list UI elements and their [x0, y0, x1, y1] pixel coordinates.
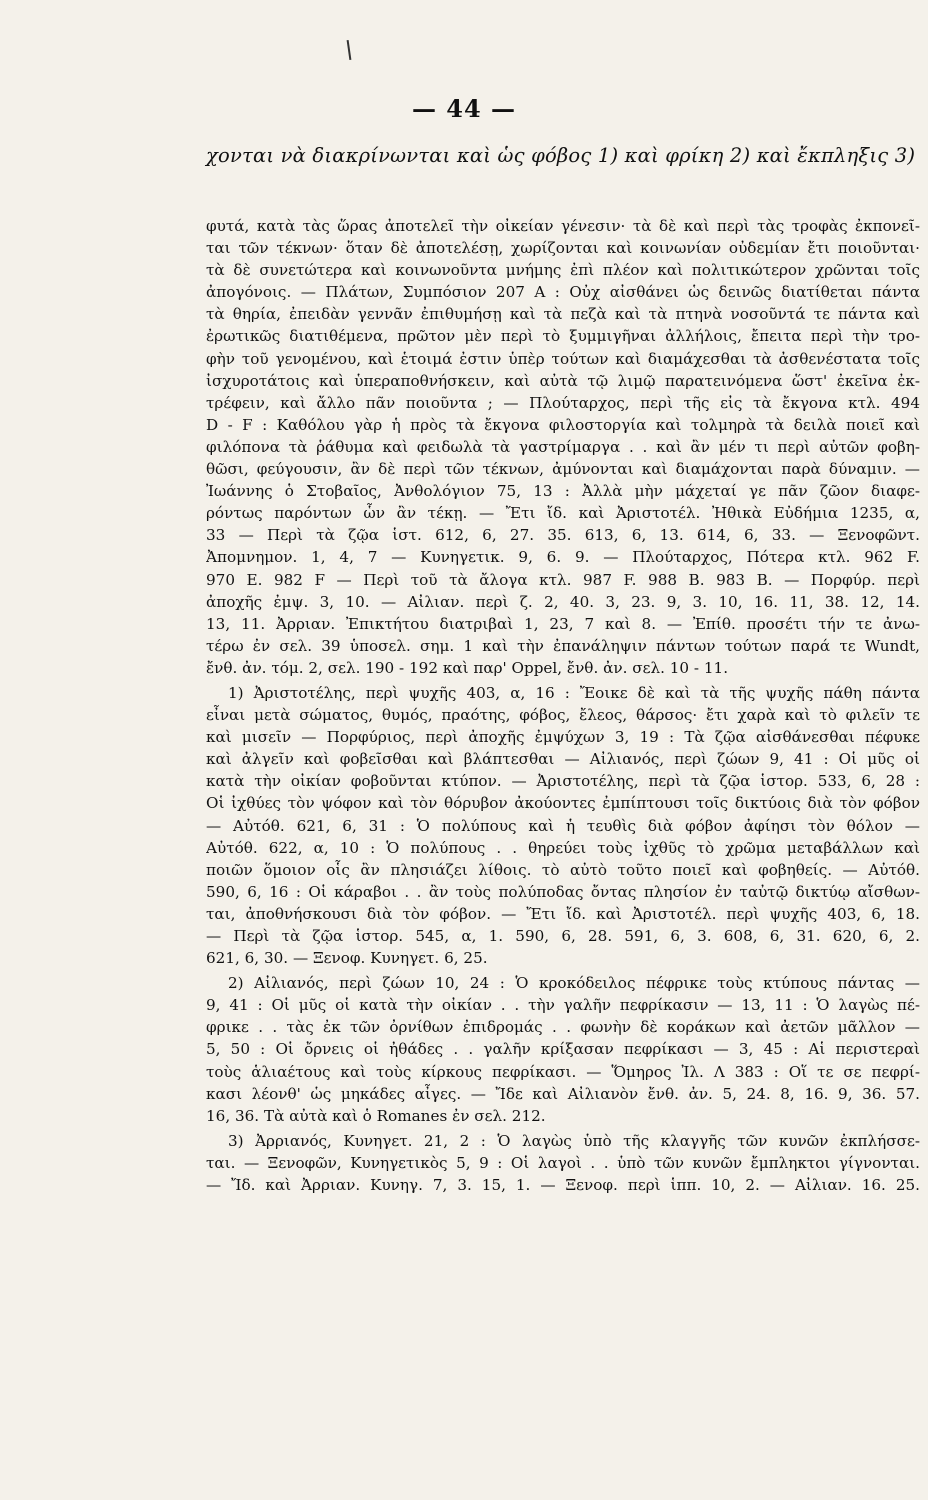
text-line: φρικε . . τὰς ἐκ τῶν ὀρνίθων ἐπιδρομάς . . φωνὴν δὲ κοράκων καὶ ἀετῶν μᾶλλον — [206, 1018, 920, 1037]
text-line: κατὰ τὴν οἰκίαν φοβοῦνται κτύπον. — Ἀριστοτέλης, περὶ τὰ ζῷα ἱστορ. 533, 6, 28 : [206, 772, 920, 791]
text-line: 13, 11. Ἀρριαν. Ἐπικτήτου διατριβαὶ 1, 23, 7 καὶ 8. — Ἐπίθ. προσέτι τήν τε ἀνω- [206, 614, 920, 633]
text-line: 1) Ἀριστοτέλης, περὶ ψυχῆς 403, α, 16 : Ἔοικε δὲ καὶ τὰ τῆς ψυχῆς πάθη πάντα [228, 683, 920, 702]
text-line: 970 E. 982 F — Περὶ τοῦ τὰ ἄλογα κτλ. 987 F. 988 B. 983 B. — Πορφύρ. περὶ [206, 570, 920, 589]
footnote-3 [206, 1130, 920, 1196]
text-line: Ἰωάννης ὁ Στοβαῖος, Ἀνθολόγιον 75, 13 : Ἀλλὰ μὴν μάχεταί γε πᾶν ζῶον διαφε- [206, 482, 920, 501]
main-text-continuation: χονται νὰ διακρίνωνται καὶ ὡς φόβος 1) καὶ φρίκη 2) καὶ ἔκπληξις 3) [206, 144, 916, 167]
text-line: ται. — Ξενοφῶν, Κυνηγετικὸς 5, 9 : Οἱ λαγοὶ . . ὑπὸ τῶν κυνῶν ἔμπληκτοι γίγνονται. [206, 1153, 920, 1172]
text-line: 5, 50 : Οἱ ὄρνεις οἱ ἠθάδες . . γαλῆν κρίξασαν πεφρίκασι — 3, 45 : Αἱ περιστεραὶ [206, 1040, 920, 1059]
text-line: ται, ἀποθνήσκουσι διὰ τὸν φόβον. — Ἔτι ἴδ. καὶ Ἀριστοτέλ. περὶ ψυχῆς 403, 6, 18. [206, 904, 920, 923]
text-line: ἀποχῆς ἐμψ. 3, 10. — Αἰλιαν. περὶ ζ. 2, 40. 3, 23. 9, 3. 10, 16. 11, 38. 12, 14. [206, 592, 920, 611]
text-line: καὶ μισεῖν — Πορφύριος, περὶ ἀποχῆς ἐμψύχων 3, 19 : Τὰ ζῷα αἰσθάνεσθαι πέφυκε [206, 728, 920, 747]
text-line: εἶναι μετὰ σώματος, θυμός, πραότης, φόβος, ἔλεος, θάρσος· ἔτι χαρὰ καὶ τὸ φιλεῖν τε [206, 706, 920, 725]
text-line: τέρω ἐν σελ. 39 ὑποσελ. σημ. 1 καὶ τὴν ἐπανάληψιν πάντων τούτων παρά τε Wundt, [206, 636, 920, 655]
text-line: τρέφειν, καὶ ἄλλο πᾶν ποιοῦντα ; — Πλούταρχος, περὶ τῆς εἰς τὰ ἔκγονα κτλ. 494 [206, 393, 920, 412]
ink-mark [347, 40, 352, 60]
text-line: ἐρωτικῶς διατιθέμενα, πρῶτον μὲν περὶ τὸ ξυμμιγῆναι ἀλλήλοις, ἔπειτα περὶ τὴν τρο- [206, 327, 920, 346]
text-line: ἔνθ. ἀν. τόμ. 2, σελ. 190 - 192 καὶ παρ' Oppel, ἔνθ. ἀν. σελ. 10 - 11. [206, 658, 729, 677]
text-line: — Ἴδ. καὶ Ἀρριαν. Κυνηγ. 7, 3. 15, 1. — Ξενοφ. περὶ ἱππ. 10, 2. — Αἰλιαν. 16. 25. [206, 1176, 920, 1195]
text-line: θῶσι, φεύγουσιν, ἂν δὲ περὶ τῶν τέκνων, ἀμύνονται καὶ διαμάχονται παρὰ δύναμιν. — [206, 460, 920, 479]
text-line: 9, 41 : Οἱ μῦς οἱ κατὰ τὴν οἰκίαν . . τὴν γαλῆν πεφρίκασιν — 13, 11 : Ὁ λαγὼς πέ- [206, 996, 920, 1015]
text-line: Οἱ ἰχθύες τὸν ψόφον καὶ τὸν θόρυβον ἀκούοντες ἐμπίπτουσι τοῖς δικτύοις διὰ τὸν φόβον [206, 794, 920, 813]
text-line: 621, 6, 30. — Ξενοφ. Κυνηγετ. 6, 25. [206, 949, 488, 968]
text-line: 16, 36. Τὰ αὐτὰ καὶ ὁ Romanes ἐν σελ. 212. [206, 1106, 546, 1125]
text-line: τοὺς ἁλιαέτους καὶ τοὺς κίρκους πεφρίκασι. — Ὅμηρος Ἰλ. Λ 383 : Οἵ τε σε πεφρί- [206, 1062, 920, 1081]
footnote-intro [206, 215, 920, 679]
page-number: — 44 — [411, 94, 517, 123]
text-line: φιλόπονα τὰ ῥάθυμα καὶ φειδωλὰ τὰ γαστρίμαργα . . καὶ ἂν μέν τι περὶ αὐτῶν φοβη- [206, 437, 920, 456]
text-line: ποιῶν ὅμοιον οἷς ἂν πλησιάζει λίθοις. τὸ αὐτὸ τοῦτο ποιεῖ καὶ φοβηθείς. — Αὐτόθ. [206, 860, 920, 879]
text-line: καὶ ἀλγεῖν καὶ φοβεῖσθαι καὶ βλάπτεσθαι — Αἰλιανός, περὶ ζώων 9, 41 : Οἱ μῦς οἱ [206, 750, 920, 769]
text-line: φὴν τοῦ γενομένου, καὶ ἑτοιμά ἐστιν ὑπὲρ τούτων καὶ διαμάχεσθαι τὰ ἀσθενέστατα τοῖς [206, 349, 920, 368]
text-line: τὰ θηρία, ἐπειδὰν γεννᾶν ἐπιθυμήσῃ καὶ τὰ πεζὰ καὶ τὰ πτηνὰ νοσοῦντά τε πάντα καὶ [206, 305, 920, 324]
text-line: — Περὶ τὰ ζῷα ἱστορ. 545, α, 1. 590, 6, 28. 591, 6, 3. 608, 6, 31. 620, 6, 2. [206, 927, 920, 945]
text-line: τὰ δὲ συνετώτερα καὶ κοινωνοῦντα μνήμης ἐπὶ πλέον καὶ πολιτικώτερον χρῶνται τοῖς [206, 261, 920, 280]
text-line: — Αὐτόθ. 621, 6, 31 : Ὁ πολύπους καὶ ἡ τευθὶς διὰ φόβον ἀφίησι τὸν θόλον — [206, 816, 920, 835]
text-line: D - F : Καθόλου γὰρ ἡ πρὸς τὰ ἔκγονα φιλοστοργία καὶ τολμηρὰ τὰ δειλὰ ποιεῖ καὶ [206, 415, 920, 434]
text-line: 590, 6, 16 : Οἱ κάραβοι . . ἂν τοὺς πολύποδας ὄντας πλησίον ἐν ταὐτῷ δικτύῳ αἴσθων- [206, 882, 920, 901]
footnote-1 [206, 682, 920, 969]
text-line: Ἀπομνημον. 1, 4, 7 — Κυνηγετικ. 9, 6. 9. — Πλούταρχος, Πότερα κτλ. 962 F. [206, 548, 920, 567]
text-line: ρόντως παρόντων ὧν ἂν τέκῃ. — Ἔτι ἴδ. καὶ Ἀριστοτέλ. Ἠθικὰ Εὐδήμια 1235, α, [206, 504, 920, 523]
text-line: 2) Αἰλιανός, περὶ ζώων 10, 24 : Ὁ κροκόδειλος πέφρικε τοὺς κτύπους πάντας — [228, 974, 920, 993]
text-line: κασι λέονθ' ὡς μηκάδες αἶγες. — Ἴδε καὶ Αἰλιανὸν ἔνθ. ἀν. 5, 24. 8, 16. 9, 36. 57. [206, 1084, 920, 1103]
text-line: φυτά, κατὰ τὰς ὥρας ἀποτελεῖ τὴν οἰκείαν γένεσιν· τὰ δὲ καὶ περὶ τὰς τροφὰς ἐκπονεῖ- [206, 217, 920, 235]
text-line: ἰσχυροτάτοις καὶ ὑπεραποθνήσκειν, καὶ αὐτὰ τῷ λιμῷ παρατεινόμενα ὥστ' ἐκεῖνα ἐκ- [206, 371, 920, 390]
text-line: ται τῶν τέκνων· ὅταν δὲ ἀποτελέσῃ, χωρίζονται καὶ κοινωνίαν οὐδεμίαν ἔτι ποιοῦνται· [206, 239, 920, 258]
text-line: ἀπογόνοις. — Πλάτων, Συμπόσιον 207 A : Οὐχ αἰσθάνει ὡς δεινῶς διατίθεται πάντα [206, 283, 920, 302]
footnotes [206, 215, 920, 1196]
footnote-2 [206, 972, 920, 1127]
text-line: 3) Ἀρριανός, Κυνηγετ. 21, 2 : Ὁ λαγὼς ὑπὸ τῆς κλαγγῆς τῶν κυνῶν ἐκπλήσσε- [228, 1131, 920, 1150]
text-line: Αὐτόθ. 622, α, 10 : Ὁ πολύπους . . θηρεύει τοὺς ἰχθῦς τὸ χρῶμα μεταβάλλων καὶ [206, 838, 920, 857]
text-line: 33 — Περὶ τὰ ζῷα ἱστ. 612, 6, 27. 35. 613, 6, 13. 614, 6, 33. — Ξενοφῶντ. [206, 526, 920, 545]
